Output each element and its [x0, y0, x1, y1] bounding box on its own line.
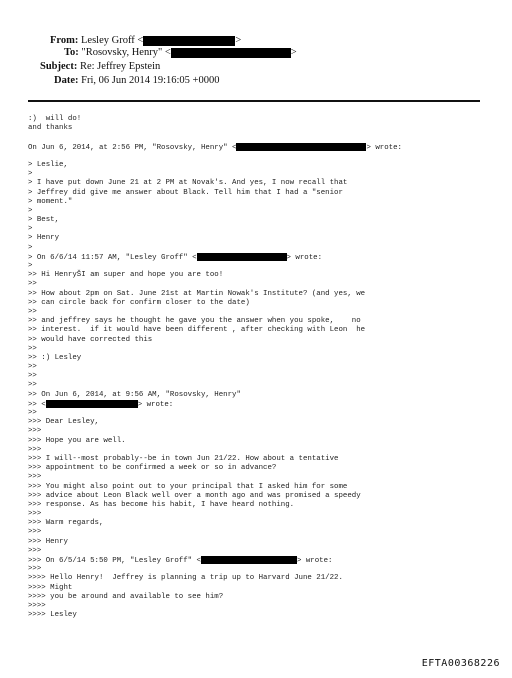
- body-line: [28, 216, 498, 225]
- body-line: [28, 519, 498, 528]
- body-line: [28, 501, 498, 510]
- wrote-suffix: > wrote:: [137, 400, 174, 409]
- to-row: [64, 47, 297, 59]
- body-line-text: >>: [28, 381, 37, 390]
- body-line-text: >>>: [28, 565, 42, 574]
- body-line-text: >: [28, 206, 33, 215]
- body-line: [28, 143, 498, 152]
- body-line-text: >> and jeffrey says he thought he gave you the answer when you spoke, no: [28, 317, 361, 326]
- body-line: [28, 556, 498, 565]
- body-line: [28, 198, 498, 207]
- body-line-text: > Jeffrey did give me answer about Black. Tell him that I had a "senior: [28, 188, 343, 197]
- body-line: [28, 161, 498, 170]
- body-line-text: >: [28, 262, 33, 270]
- from-bracket: >: [235, 35, 242, 46]
- body-line-text: > Best,: [28, 216, 60, 225]
- body-line-text: > On 6/6/14 11:57 AM, "Lesley Groff" <: [28, 253, 197, 262]
- body-line-text: >>: [28, 409, 37, 417]
- body-line: [28, 336, 498, 345]
- body-line: [28, 115, 498, 124]
- body-line-text: >>>: [28, 510, 42, 519]
- body-line: [28, 418, 498, 427]
- body-line: [28, 133, 498, 142]
- body-line: [28, 593, 498, 602]
- body-line-text: >>> appointment to be confirmed a week or so in advance?: [28, 464, 277, 473]
- body-line-text: >>: [28, 344, 37, 353]
- subject-value: Re: Jeffrey Epstein: [79, 61, 161, 72]
- body-line: [28, 290, 498, 299]
- body-line: [28, 234, 498, 243]
- body-line: [28, 455, 498, 464]
- subject-row: [40, 61, 160, 73]
- body-line: [28, 225, 498, 234]
- body-line: [28, 611, 498, 620]
- redaction-box: [197, 253, 287, 261]
- from-label: From:: [50, 35, 79, 46]
- to-label: To:: [64, 47, 79, 58]
- body-line-text: On Jun 6, 2014, at 2:56 PM, "Rosovsky, Henry" <: [28, 143, 237, 152]
- body-line: [28, 427, 498, 436]
- body-line: [28, 253, 498, 262]
- body-line-text: >> would have corrected this: [28, 335, 153, 344]
- body-line: [28, 170, 498, 179]
- body-line-text: >> <: [28, 400, 46, 409]
- redaction-box: [236, 143, 366, 151]
- body-line-text: > Henry: [28, 234, 60, 243]
- document-id: EFTA00368226: [421, 658, 500, 669]
- redaction-box: [143, 36, 235, 46]
- date-label: Date:: [54, 75, 79, 86]
- body-line-text: >>: [28, 307, 37, 316]
- body-line-text: >>>> Lesley: [28, 611, 77, 620]
- body-line-text: >: [28, 170, 33, 179]
- body-line-text: >>>: [28, 473, 42, 482]
- redaction-box: [46, 400, 138, 408]
- body-line: [28, 473, 498, 482]
- date-value: Fri, 06 Jun 2014 19:16:05 +0000: [81, 75, 220, 86]
- body-line: [28, 547, 498, 556]
- body-line-text: >>> Henry: [28, 537, 68, 546]
- body-line-text: >>> Hope you are well.: [28, 436, 126, 445]
- redaction-box: [171, 48, 291, 58]
- wrote-suffix: > wrote:: [286, 253, 323, 262]
- wrote-suffix: > wrote:: [366, 143, 402, 152]
- body-line-text: and thanks: [28, 124, 73, 133]
- date-row: [54, 75, 219, 87]
- to-bracket: >: [290, 47, 297, 58]
- body-line-text: >> On Jun 6, 2014, at 9:56 AM, "Rosovsky, Henry": [28, 390, 241, 399]
- body-line: [28, 381, 498, 390]
- body-line: [28, 510, 498, 519]
- body-line-text: >>>>: [28, 601, 46, 610]
- to-value: "Rosovsky, Henry" <: [81, 47, 171, 58]
- body-line-text: >>>> Might: [28, 583, 73, 592]
- body-line-text: >> can circle back for confirm closer to the date): [28, 298, 250, 307]
- body-line: [28, 189, 498, 198]
- body-line: [28, 372, 498, 381]
- redaction-box: [201, 556, 297, 564]
- body-line-text: >> Hi HenryŠI am super and hope you are too!: [28, 271, 224, 280]
- body-line-text: >: [28, 225, 33, 234]
- body-line: [28, 271, 498, 280]
- email-body: [28, 115, 498, 620]
- body-line: [28, 326, 498, 335]
- body-line: [28, 602, 498, 611]
- body-line-text: > moment.": [28, 197, 73, 206]
- body-line: [28, 354, 498, 363]
- body-line: [28, 464, 498, 473]
- body-line: [28, 391, 498, 400]
- body-line-text: >> interest. if it would have been different , after checking with Leon he: [28, 326, 366, 335]
- body-line: [28, 124, 498, 133]
- body-line-text: >>> advice about Leon Black well over a month ago and was promised a speedy: [28, 491, 361, 500]
- wrote-suffix: > wrote:: [296, 556, 333, 565]
- body-line: [28, 483, 498, 492]
- body-line-text: > Leslie,: [28, 160, 68, 169]
- body-line: [28, 437, 498, 446]
- subject-label: Subject:: [40, 61, 78, 72]
- body-line-text: >>>> you be around and available to see him?: [28, 592, 224, 601]
- body-line: [28, 280, 498, 289]
- body-line: [28, 299, 498, 308]
- body-line-text: >>> You might also point out to your principal that I asked him for some: [28, 482, 348, 491]
- body-line-text: >>> On 6/5/14 5:50 PM, "Lesley Groff" <: [28, 556, 201, 565]
- body-line-text: >>>: [28, 546, 42, 555]
- body-line: [28, 400, 498, 409]
- body-line-text: > I have put down June 21 at 2 PM at Novak's. And yes, I now recall that: [28, 179, 348, 188]
- body-line: [28, 565, 498, 574]
- body-line-text: >>: [28, 363, 37, 372]
- body-line-text: >> :) Lesley: [28, 353, 82, 362]
- body-line-text: >> How about 2pm on Sat. June 21st at Martin Nowak's Institute? (and yes, we: [28, 289, 366, 298]
- body-line-text: >>: [28, 280, 37, 289]
- from-row: [50, 35, 241, 47]
- body-line: [28, 528, 498, 537]
- body-line: [28, 262, 498, 271]
- body-line: [28, 446, 498, 455]
- body-line-text: >>>: [28, 427, 42, 436]
- body-line-text: >>>> Hello Henry! Jeffrey is planning a trip up to Harvard June 21/22.: [28, 574, 343, 583]
- body-line: [28, 363, 498, 372]
- from-value: Lesley Groff <: [81, 35, 144, 46]
- body-line-text: >>: [28, 372, 37, 381]
- body-line-text: :) will do!: [28, 115, 82, 123]
- body-line: [28, 152, 498, 161]
- body-line: [28, 244, 498, 253]
- body-line: [28, 492, 498, 501]
- body-line-text: >>> Dear Lesley,: [28, 418, 99, 427]
- body-line: [28, 538, 498, 547]
- body-line: [28, 308, 498, 317]
- body-line-text: >>> I will--most probably--be in town Jun 21/22. How about a tentative: [28, 454, 339, 463]
- body-line: [28, 179, 498, 188]
- body-line: [28, 317, 498, 326]
- body-line: [28, 345, 498, 354]
- body-line-text: >>> response. As has become his habit, I have heard nothing.: [28, 500, 295, 509]
- header-divider: [28, 100, 480, 102]
- body-line-text: >: [28, 243, 33, 252]
- body-line: [28, 574, 498, 583]
- body-line-text: >>>: [28, 528, 42, 537]
- body-line-text: >>> Warm regards,: [28, 519, 104, 528]
- body-line: [28, 207, 498, 216]
- body-line: [28, 409, 498, 418]
- body-line: [28, 584, 498, 593]
- body-line-text: >>>: [28, 445, 42, 454]
